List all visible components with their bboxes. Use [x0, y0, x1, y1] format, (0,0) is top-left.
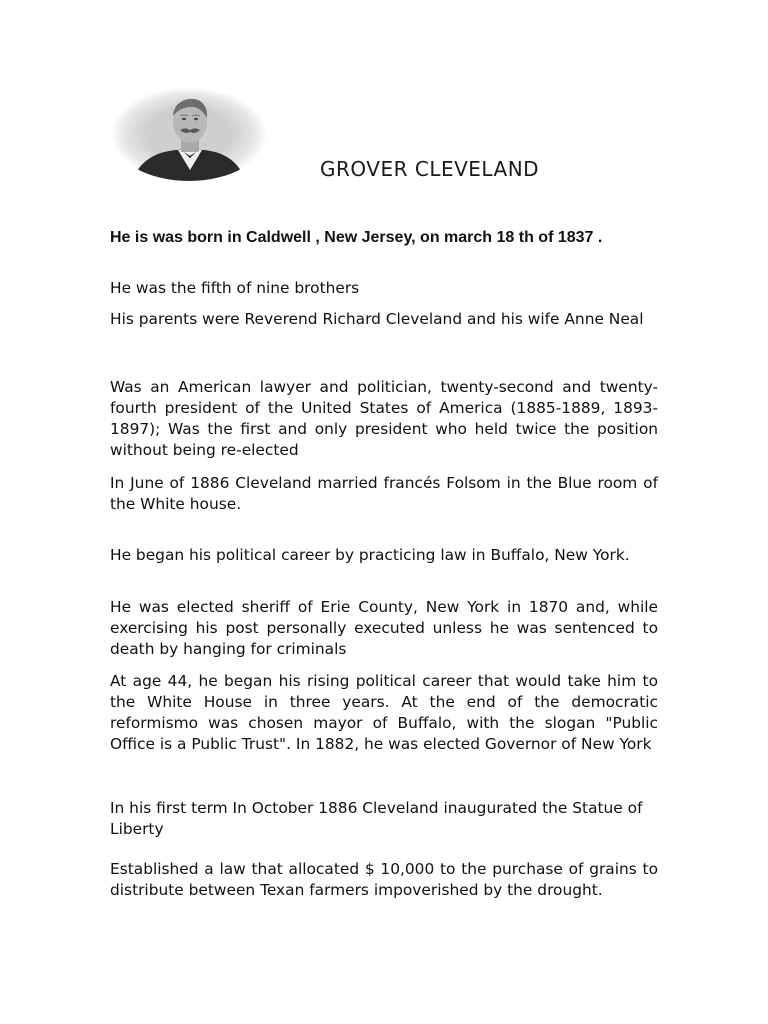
paragraph-rising-career: At age 44, he began his rising political career that would take him to the White House in three years. At the end of the democratic reformismo was chosen mayor of Buffalo, with the slogan "Public Office is a Public Trust". In 1882, he was elected Governor of New York	[110, 672, 658, 753]
paragraph-marriage: In June of 1886 Cleveland married francés Folsom in the Blue room of the White house.	[110, 474, 658, 513]
page-title: GROVER CLEVELAND	[320, 157, 540, 181]
portrait-image	[110, 86, 268, 182]
paragraph-birth: He is was born in Caldwell , New Jersey, on march 18 th of 1837 .	[110, 229, 603, 246]
paragraph-siblings: He was the fifth of nine brothers	[110, 279, 360, 297]
paragraph-grain-law: Established a law that allocated $ 10,000 to the purchase of grains to distribute between Texan farmers impoverished by the drought.	[110, 860, 658, 899]
paragraph-presidency: Was an American lawyer and politician, twenty-second and twenty-fourth president of the United States of America (1885-1889, 1893-1897); Was the first and only president who held twice the position without being re-elected	[110, 378, 658, 459]
paragraph-sheriff: He was elected sheriff of Erie County, New York in 1870 and, while exercising his post personally executed unless he was sentenced to death by hanging for criminals	[110, 598, 658, 658]
paragraph-statue-of-liberty: In his first term In October 1886 Cleveland inaugurated the Statue of Liberty	[110, 799, 643, 838]
paragraph-career-start: He began his political career by practicing law in Buffalo, New York.	[110, 546, 630, 564]
paragraph-parents: His parents were Reverend Richard Cleveland and his wife Anne Neal	[110, 310, 644, 328]
